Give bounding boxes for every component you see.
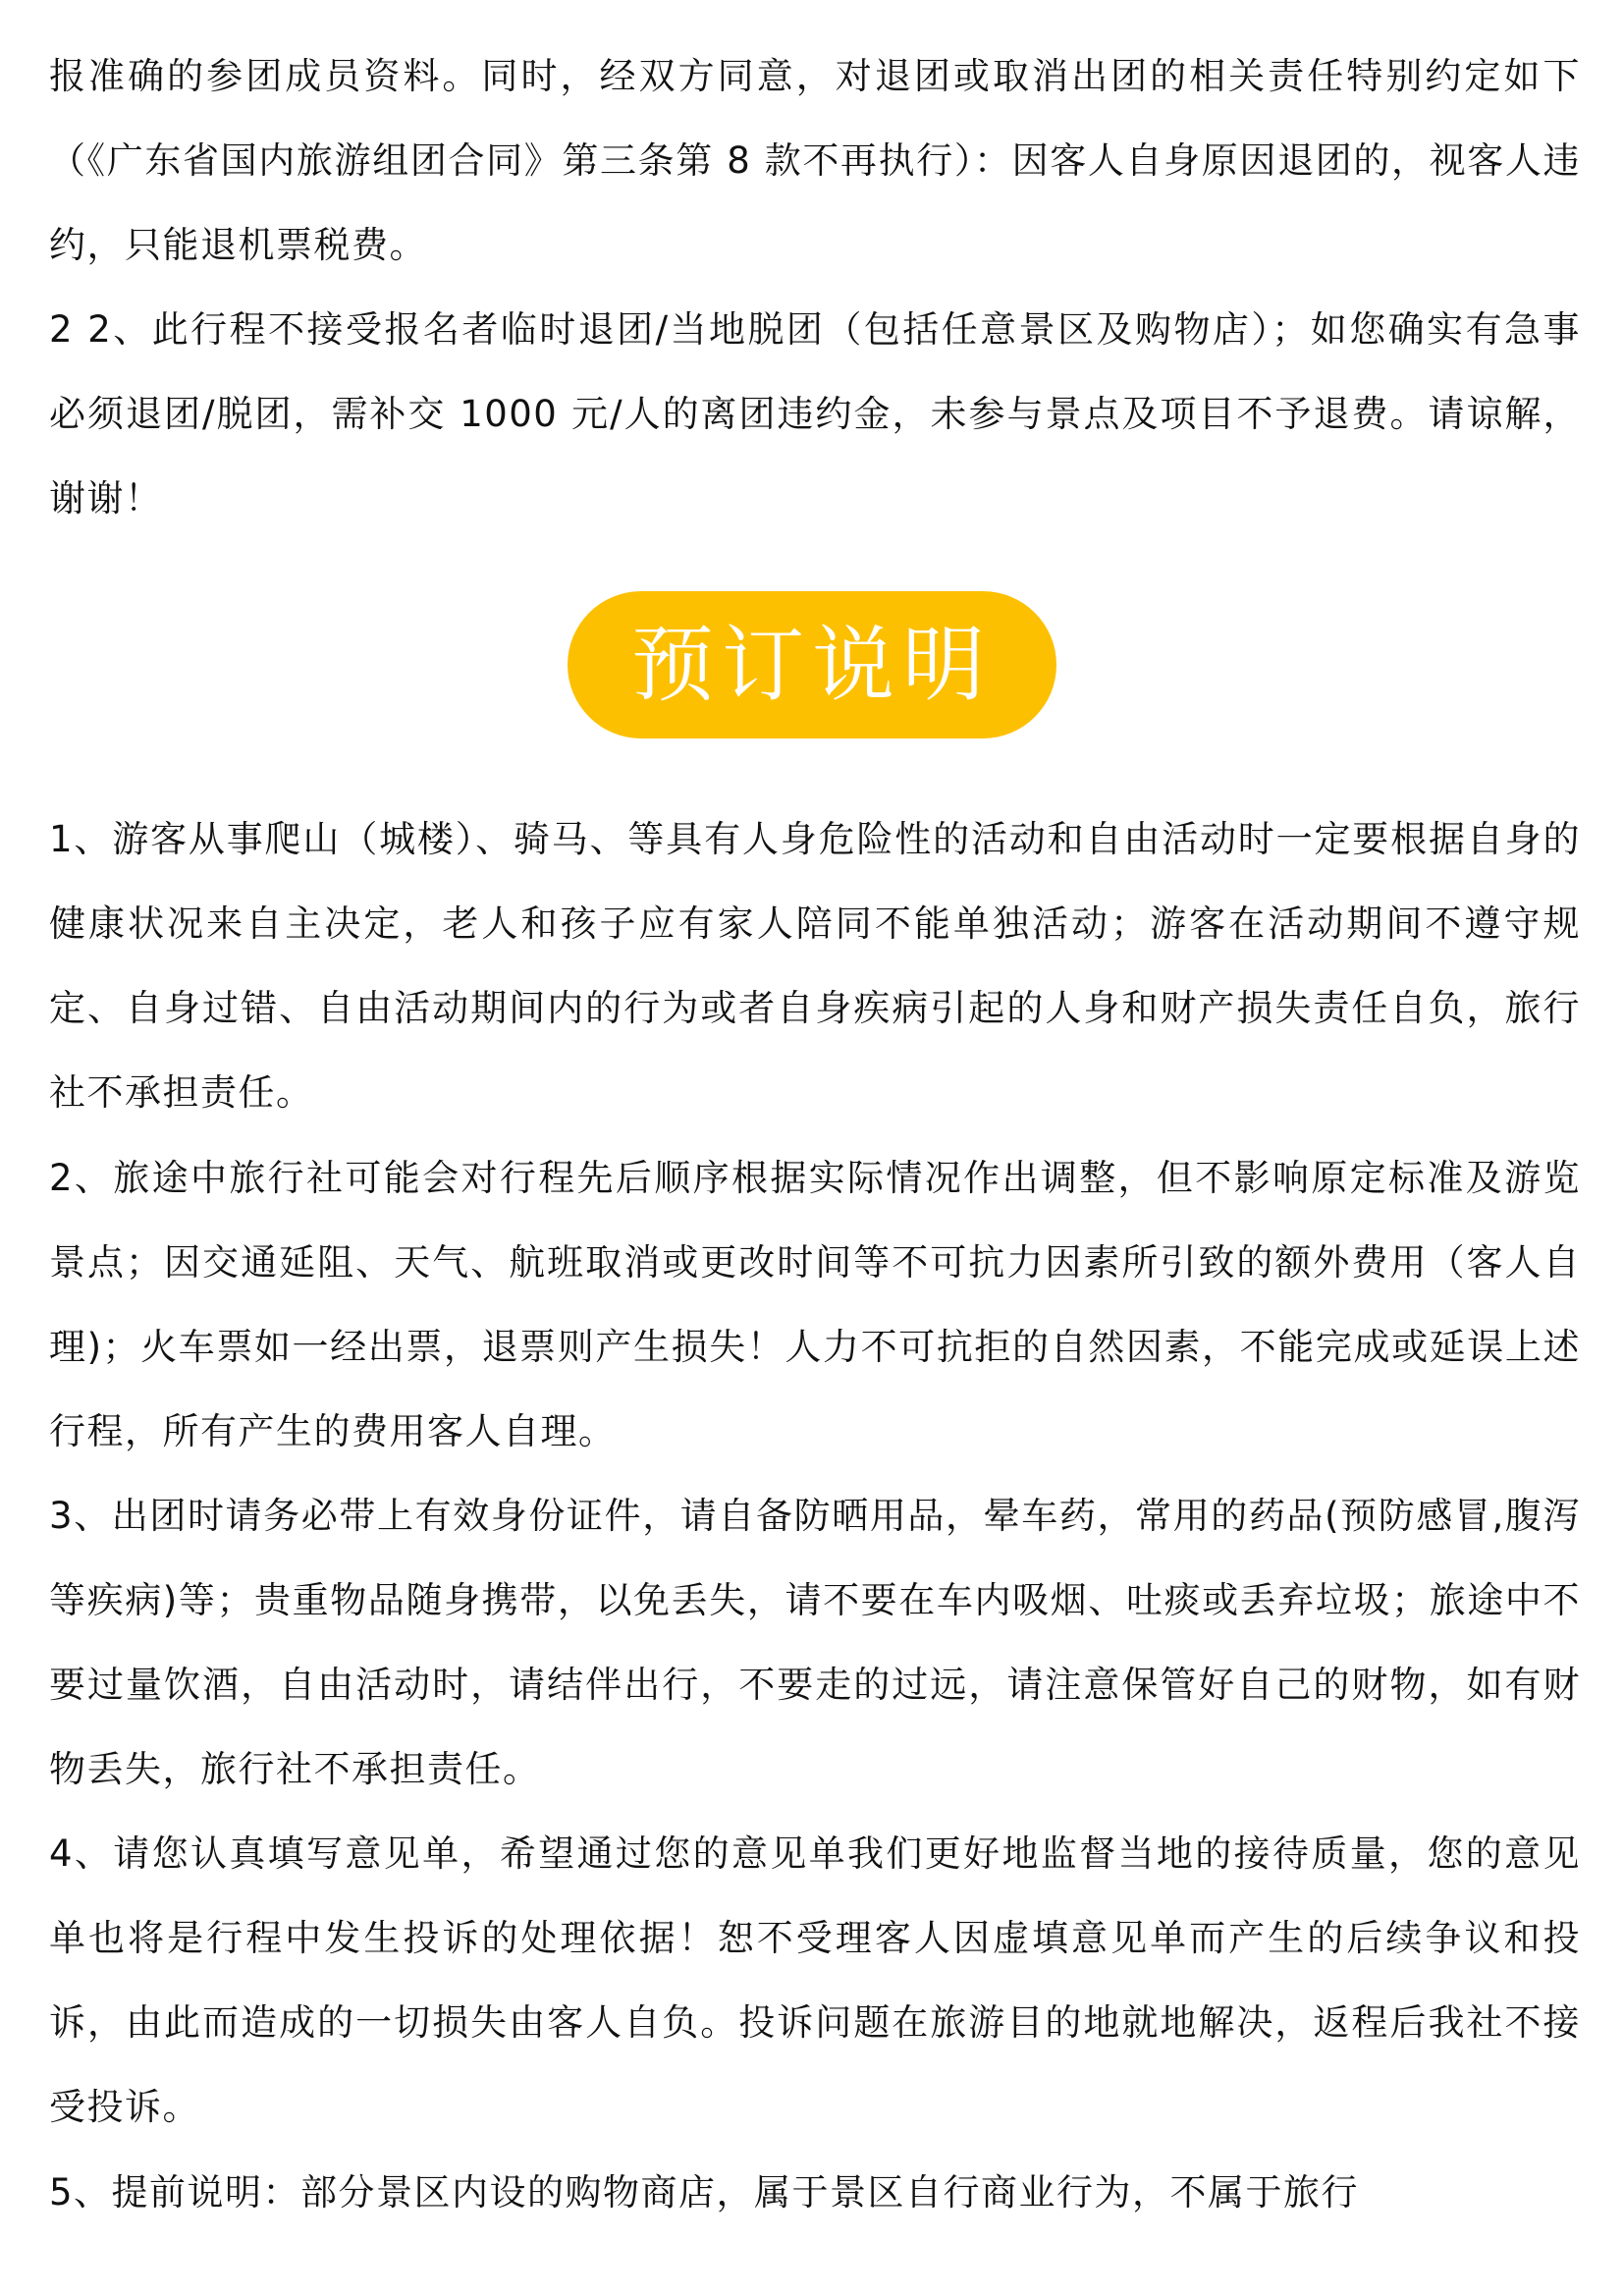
section-title: 预订说明: [630, 617, 993, 713]
section-title-banner: [568, 591, 1056, 738]
note-item-5: 5、提前说明：部分景区内设的购物商店，属于景区自行商业行为，不属于旅行: [49, 2171, 1360, 2214]
note-item-2: 2、旅途中旅行社可能会对行程先后顺序根据实际情况作出调整，但不影响原定标准及游览景点；因交通延阻、天气、航班取消或更改时间等不可抗力因素所引致的额外费用（客人自理)；火车票如一经出票，退票则产生损失！人力不可抗拒的自然因素，不能完成或延误上述行程，所有产生的费用客人自理。: [49, 1157, 1581, 1452]
note-item-4: 4、请您认真填写意见单，希望通过您的意见单我们更好地监督当地的接待质量，您的意见单也将是行程中发生投诉的处理依据！恕不受理客人因虚填意见单而产生的后续争议和投诉，由此而造成的一切损失由客人自负。投诉问题在旅游目的地就地解决，返程后我社不接受投诉。: [49, 1832, 1581, 2128]
note-item-1: 1、游客从事爬山（城楼）、骑马、等具有人身危险性的活动和自由活动时一定要根据自身的健康状况来自主决定，老人和孩子应有家人陪同不能单独活动；游客在活动期间不遵守规定、自身过错、自由活动期间内的行为或者自身疾病引起的人身和财产损失责任自负，旅行社不承担责任。: [49, 818, 1581, 1114]
note-item-3: 3、出团时请务必带上有效身份证件，请自备防晒用品，晕车药，常用的药品(预防感冒,腹泻等疾病)等；贵重物品随身携带，以免丢失，请不要在车内吸烟、吐痰或丢弃垃圾；旅途中不要过量饮酒，自由活动时，请结伴出行，不要走的过远，请注意保管好自己的财物，如有财物丢失，旅行社不承担责任。: [49, 1495, 1581, 1790]
intro-paragraph-refund-terms: 报准确的参团成员资料。同时，经双方同意，对退团或取消出团的相关责任特别约定如下（《广东省国内旅游组团合同》第三条第 8 款不再执行）：因客人自身原因退团的，视客人违约，只能退机票税费。: [49, 55, 1581, 266]
intro-paragraph-no-leaving-tour: 2 2、此行程不接受报名者临时退团/当地脱团（包括任意景区及购物店）；如您确实有急事必须退团/脱团，需补交 1000 元/人的离团违约金，未参与景点及项目不予退费。请谅解，谢谢！: [49, 308, 1581, 519]
